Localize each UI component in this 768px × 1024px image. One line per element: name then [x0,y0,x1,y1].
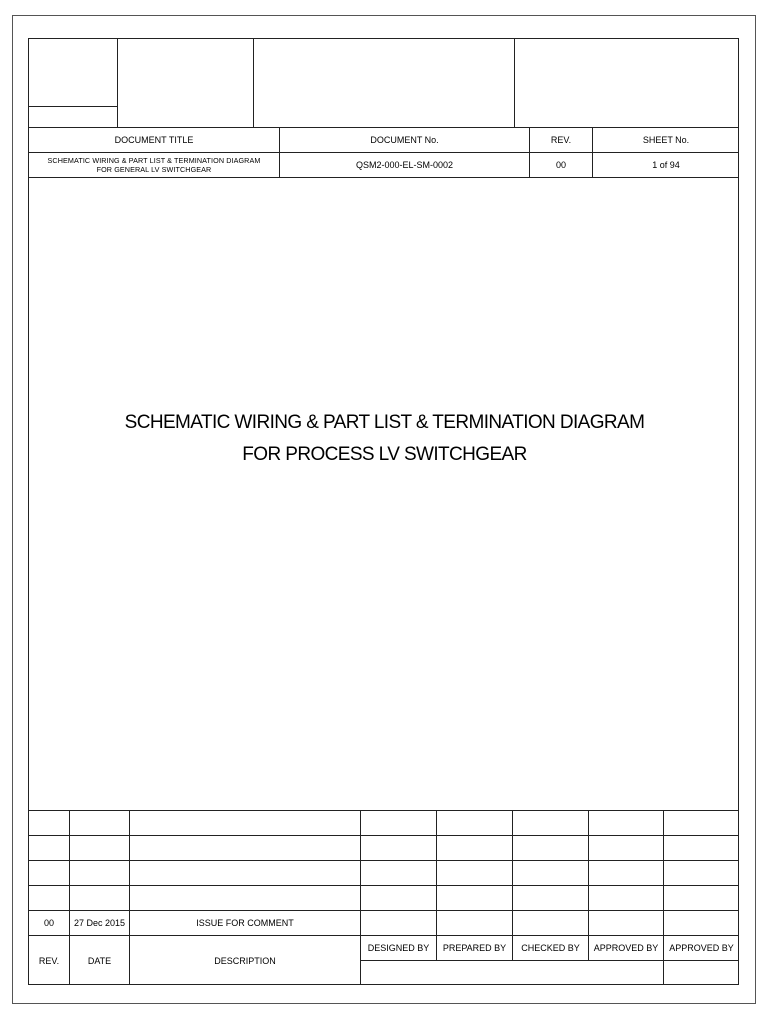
sheet-number-value: 1 of 94 [652,160,680,170]
sheet-number-label: SHEET No. [642,135,690,145]
logo-subdivider [29,106,117,107]
designed-by-header: DESIGNED BY [367,943,430,953]
logo-divider-3 [514,39,515,127]
revision-label: REV. [550,135,572,145]
document-number-value: QSM2-000-EL-SM-0002 [355,160,454,170]
logo-divider-1 [117,39,118,127]
document-title-line-2: FOR GENERAL LV SWITCHGEAR [96,165,212,174]
main-title-line-2: FOR PROCESS LV SWITCHGEAR [242,444,527,465]
rev-row-rule-1 [29,810,739,811]
drawing-sheet [28,38,739,985]
approved-by-header-1: APPROVED BY [593,943,659,953]
rev-header: REV. [38,955,60,966]
rev-entry-description: ISSUE FOR COMMENT [196,918,294,928]
document-title-line-1: SCHEMATIC WIRING & PART LIST & TERMINATION DIAGRAM [47,156,261,165]
date-header: DATE [87,955,112,966]
description-header: DESCRIPTION [214,955,276,966]
rev-entry-number: 00 [43,918,54,928]
header-bottom-rule [29,177,739,178]
logo-divider-2 [253,39,254,127]
approved-by-header-2: APPROVED BY [669,943,734,953]
document-title-label: DOCUMENT TITLE [114,135,194,145]
main-title-line-1: SCHEMATIC WIRING & PART LIST & TERMINATION DIAGRAM [124,412,645,433]
document-title-value [29,153,279,177]
rev-entry-date: 27 Dec 2015 [73,918,126,928]
rev-row-rule-3 [29,860,739,861]
prepared-by-header: PREPARED BY [442,943,507,953]
signature-row-rule [360,960,739,961]
rev-row-rule-2 [29,835,739,836]
checked-by-header: CHECKED BY [521,943,580,953]
document-number-label: DOCUMENT No. [370,135,439,145]
rev-row-rule-4 [29,885,739,886]
revision-value: 00 [555,160,566,170]
